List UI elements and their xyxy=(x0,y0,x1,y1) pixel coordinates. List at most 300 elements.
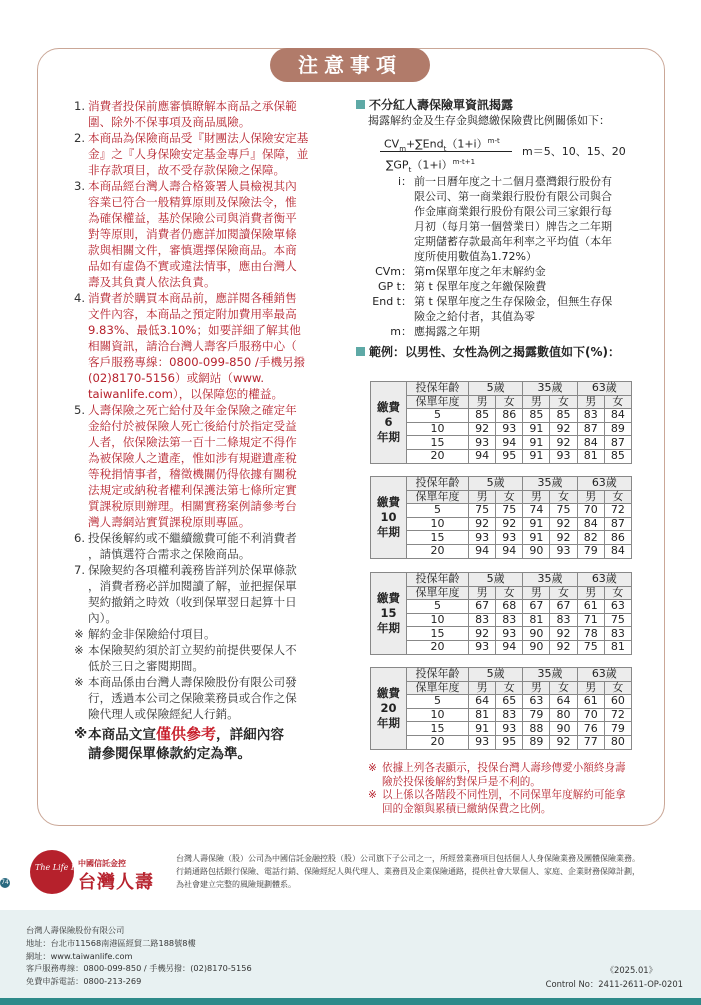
ratio-cell: 90 xyxy=(523,627,550,641)
definition-value xyxy=(414,264,646,279)
definition-line: 作金庫商業銀行股份有限公司三家銀行每 xyxy=(414,205,612,218)
ratio-cell: 83 xyxy=(550,613,577,627)
ratio-cell: 92 xyxy=(550,735,577,749)
ratio-cell: 83 xyxy=(496,613,523,627)
ratio-cell: 72 xyxy=(604,504,631,518)
term-label-line: 繳費 xyxy=(377,685,400,700)
notice-line: 險代理人或保險經紀人行銷。 xyxy=(88,707,239,721)
formula-numerator: $CV_m+\sum End_t(1+i)^{m-t}$ xyxy=(384,137,500,153)
definition-line: 第 t 保單年度之年繳保險費 xyxy=(414,280,547,293)
definitions xyxy=(356,174,646,339)
female-header: 女 xyxy=(604,395,631,409)
term-label-line: 年期 xyxy=(377,524,400,539)
footer-strip xyxy=(0,998,701,1005)
ratio-cell: 80 xyxy=(604,735,631,749)
notice-text xyxy=(88,402,346,530)
table-row xyxy=(371,627,632,641)
male-header: 男 xyxy=(523,586,550,600)
ratio-cell: 92 xyxy=(550,531,577,545)
definition-line: 第 t 保單年度之生存保險金，但無生存保 xyxy=(414,295,613,308)
ratio-cell: 61 xyxy=(577,600,604,614)
disclosure-section xyxy=(356,98,646,360)
ratio-cell: 93 xyxy=(496,422,523,436)
policy-year-cell: 5 xyxy=(407,409,469,423)
ratio-cell: 67 xyxy=(523,600,550,614)
ratio-cell: 75 xyxy=(550,504,577,518)
table-row xyxy=(371,422,632,436)
policy-year-cell: 15 xyxy=(407,627,469,641)
disclosure-heading: 不分紅人壽保險單資訊揭露 xyxy=(356,98,646,113)
ratio-cell: 87 xyxy=(604,517,631,531)
age-column: 5歲 xyxy=(469,477,523,491)
notice-line: 9.83%、最低3.10%；如要詳細了解其他 xyxy=(88,323,301,337)
contact-line: 地址：台北市11568南港區經貿二路188號8樓 xyxy=(26,937,196,948)
policy-year-cell: 15 xyxy=(407,531,469,545)
term-label-line: 繳費 xyxy=(377,494,400,509)
note-text xyxy=(382,762,626,789)
term-label-line: 年期 xyxy=(377,715,400,730)
page-title: 注意事項 xyxy=(270,48,430,82)
table-row xyxy=(371,695,632,709)
male-header: 男 xyxy=(577,490,604,504)
ratio-cell: 81 xyxy=(577,449,604,463)
note-line: 以上係以各階段不同性別，不同保單年度解約可能拿 xyxy=(382,789,626,801)
notice-marker: ※ xyxy=(74,643,84,657)
notice-line: 人者，依保險法第一百十二條規定不得作 xyxy=(88,435,297,449)
notice-marker: 2. xyxy=(74,131,86,145)
policy-year-cell: 5 xyxy=(407,695,469,709)
notice-marker: 7. xyxy=(74,563,86,577)
ratio-cell: 77 xyxy=(577,735,604,749)
ratio-cell: 83 xyxy=(577,409,604,423)
notice-text xyxy=(88,562,346,626)
ratio-cell: 93 xyxy=(550,544,577,558)
ratio-cell: 93 xyxy=(496,531,523,545)
age-column: 63歲 xyxy=(577,668,631,682)
age-column: 35歲 xyxy=(523,573,577,587)
final-line xyxy=(88,725,346,745)
ratio-cell: 89 xyxy=(523,735,550,749)
notice-line: 法規定或納稅者權利保護法第七條所定實 xyxy=(88,483,297,497)
final-marker: ※ xyxy=(74,726,88,742)
definition-key: GP t： xyxy=(378,280,412,293)
ratio-cell: 94 xyxy=(469,449,496,463)
ratio-cell: 63 xyxy=(523,695,550,709)
ratio-cell: 75 xyxy=(496,504,523,518)
age-column: 5歲 xyxy=(469,382,523,396)
notice-marker: ※ xyxy=(74,675,84,689)
ratio-cell: 91 xyxy=(523,531,550,545)
definition xyxy=(356,174,646,264)
ratio-cell: 75 xyxy=(469,504,496,518)
notice-item xyxy=(74,674,346,722)
ratio-cell: 84 xyxy=(604,544,631,558)
square-bullet-icon xyxy=(356,100,365,109)
policy-year-cell: 20 xyxy=(407,449,469,463)
note-marker: ※ xyxy=(368,762,377,774)
female-header: 女 xyxy=(496,395,523,409)
ratio-cell: 92 xyxy=(469,517,496,531)
policy-year-cell: 5 xyxy=(407,504,469,518)
female-header: 女 xyxy=(604,586,631,600)
age-header: 投保年齡 xyxy=(407,477,469,491)
notice-line: 款與相關文件，審慎選擇保險商品。本商 xyxy=(88,243,297,257)
intro-line: 行銷通路包括銀行保險、電話行銷、保險經紀人與代理人、業務員及企業保險通路，提供社會大眾個人、家庭、企業財務保障計劃， xyxy=(176,867,640,876)
male-header: 男 xyxy=(523,490,550,504)
ratio-cell: 63 xyxy=(604,600,631,614)
definition-value xyxy=(414,174,646,264)
definition-line: 定期儲蓄存款最高年利率之平均值（本年 xyxy=(414,235,612,248)
ratio-cell: 80 xyxy=(550,708,577,722)
ratio-cell: 65 xyxy=(496,695,523,709)
notice-marker: 6. xyxy=(74,531,86,545)
notice-marker: 5. xyxy=(74,403,86,417)
table-row xyxy=(371,640,632,654)
notice-line: 消費者投保前應審慎瞭解本商品之承保範 xyxy=(88,99,297,113)
ratio-cell: 64 xyxy=(469,695,496,709)
final-line: 請參閱保單條款約定為準。 xyxy=(88,746,252,762)
age-column: 63歲 xyxy=(577,382,631,396)
ratio-cell: 61 xyxy=(577,695,604,709)
female-header: 女 xyxy=(604,490,631,504)
table-row xyxy=(371,517,632,531)
notice-text xyxy=(88,178,346,290)
ratio-cell: 93 xyxy=(469,436,496,450)
ratio-cell: 67 xyxy=(469,600,496,614)
disclosure-table xyxy=(370,476,632,559)
table-row xyxy=(371,409,632,423)
term-label-line: 年期 xyxy=(377,429,400,444)
ratio-cell: 94 xyxy=(496,640,523,654)
ratio-cell: 75 xyxy=(577,640,604,654)
notice-item xyxy=(74,290,346,402)
female-header: 女 xyxy=(496,490,523,504)
note-line: 險於投保後解約對保戶是不利的。 xyxy=(382,775,541,788)
table-row xyxy=(371,735,632,749)
table-row xyxy=(371,708,632,722)
control-number: Control No：2411-2611-OP-0201 xyxy=(545,979,683,989)
notice-text xyxy=(88,674,346,722)
ratio-cell: 87 xyxy=(604,436,631,450)
male-header: 男 xyxy=(523,395,550,409)
notice-line: 低於三日之審閱期間。 xyxy=(88,659,204,673)
notice-line: 容業已符合一般精算原則及保險法令，惟 xyxy=(88,195,297,209)
notice-line: 質課稅原則辦理。相關實務案例請參考台 xyxy=(88,499,297,513)
example-title: 範例：以男性、女性為例之揭露數值如下(%)： xyxy=(356,345,646,360)
ratio-cell: 94 xyxy=(496,436,523,450)
age-column: 35歲 xyxy=(523,477,577,491)
notice-line: 消費者於購買本商品前，應詳閱各種銷售 xyxy=(88,291,297,305)
year-header: 保單年度 xyxy=(407,395,469,409)
ratio-cell: 93 xyxy=(496,722,523,736)
definition xyxy=(356,294,646,324)
notice-line: 金』之『人身保險安定基金專戶』保障，並 xyxy=(88,147,309,161)
policy-year-cell: 20 xyxy=(407,640,469,654)
age-header: 投保年齡 xyxy=(407,668,469,682)
notice-marker: ※ xyxy=(74,627,84,641)
company-intro xyxy=(176,852,676,891)
notice-line: 人壽保險之死亡給付及年金保險之確定年 xyxy=(88,403,297,417)
ratio-cell: 84 xyxy=(577,517,604,531)
age-header: 投保年齡 xyxy=(407,573,469,587)
ratio-cell: 64 xyxy=(550,695,577,709)
age-header: 投保年齡 xyxy=(407,382,469,396)
notice-line: 本保險契約須於訂立契約前提供要保人不 xyxy=(88,643,297,657)
definition-line: 限公司、第一商業銀行股份有限公司與合 xyxy=(414,190,612,203)
ratio-cell: 95 xyxy=(496,735,523,749)
ratio-cell: 94 xyxy=(496,544,523,558)
ratio-cell: 81 xyxy=(469,708,496,722)
female-header: 女 xyxy=(550,681,577,695)
ratio-cell: 93 xyxy=(469,531,496,545)
notice-text xyxy=(88,642,346,674)
notice-line: 等稅捐情事者，稽徵機關仍得依據有關稅 xyxy=(88,467,297,481)
term-label-line: 20 xyxy=(380,700,397,715)
ratio-cell: 70 xyxy=(577,708,604,722)
female-header: 女 xyxy=(604,681,631,695)
term-label-line: 6 xyxy=(384,414,393,429)
ratio-cell: 91 xyxy=(469,722,496,736)
contact-line: 網址：www.taiwanlife.com xyxy=(26,950,133,961)
ratio-cell: 92 xyxy=(550,627,577,641)
policy-year-cell: 10 xyxy=(407,422,469,436)
ratio-cell: 93 xyxy=(550,449,577,463)
definition-line: 應揭露之年期 xyxy=(414,325,480,338)
ratio-cell: 68 xyxy=(496,600,523,614)
ratio-cell: 92 xyxy=(550,640,577,654)
ratio-cell: 78 xyxy=(577,627,604,641)
notice-item xyxy=(74,530,346,562)
notice-item xyxy=(74,626,346,642)
notice-item xyxy=(74,178,346,290)
age-column: 63歲 xyxy=(577,477,631,491)
term-label xyxy=(371,573,407,655)
ratio-cell: 91 xyxy=(523,449,550,463)
ratio-cell: 85 xyxy=(550,409,577,423)
notice-item xyxy=(74,642,346,674)
notice-line: 客戶服務專線：0800-099-850 /手機另撥 xyxy=(88,355,306,369)
table-row xyxy=(371,449,632,463)
disclosure-table xyxy=(370,667,632,750)
table-row xyxy=(371,504,632,518)
definition-line: 月初（每月第一個營業日）牌告之二年期 xyxy=(414,220,612,233)
intro-line: 台灣人壽保險（股）公司為中國信託金融控股（股）公司旗下子公司之一，所經營業務項目包括個人人身保險業務及團體保險業務。 xyxy=(176,854,640,863)
family-logo-icon: The Life Family xyxy=(30,850,74,894)
notice-line: 文件內容，本商品之預定附加費用率最高 xyxy=(88,307,297,321)
ratio-cell: 92 xyxy=(496,517,523,531)
notice-marker: 1. xyxy=(74,99,86,113)
male-header: 男 xyxy=(469,395,496,409)
age-column: 5歲 xyxy=(469,668,523,682)
ratio-cell: 90 xyxy=(523,544,550,558)
notice-item xyxy=(74,402,346,530)
notice-line: 品如有虛偽不實或違法情事，應由台灣人 xyxy=(88,259,297,273)
policy-year-cell: 10 xyxy=(407,613,469,627)
policy-year-cell: 20 xyxy=(407,544,469,558)
ratio-cell: 79 xyxy=(604,722,631,736)
definition xyxy=(356,264,646,279)
definition-key: i： xyxy=(397,175,412,188)
female-header: 女 xyxy=(496,681,523,695)
policy-year-cell: 20 xyxy=(407,735,469,749)
notice-text xyxy=(88,290,346,402)
ratio-cell: 79 xyxy=(577,544,604,558)
ratio-cell: 92 xyxy=(469,627,496,641)
ratio-cell: 86 xyxy=(604,531,631,545)
policy-year-cell: 5 xyxy=(407,600,469,614)
age-column: 35歲 xyxy=(523,668,577,682)
table-row xyxy=(371,436,632,450)
table-note xyxy=(368,789,658,816)
female-header: 女 xyxy=(550,395,577,409)
ratio-cell: 89 xyxy=(604,422,631,436)
year-header: 保單年度 xyxy=(407,681,469,695)
table-row xyxy=(371,600,632,614)
notice-line: 契約撤銷之時效（收到保單翌日起算十日 xyxy=(88,595,297,609)
definition-key: m： xyxy=(390,325,412,338)
ratio-cell: 88 xyxy=(523,722,550,736)
notice-line: 金給付於被保險人死亡後給付於指定受益 xyxy=(88,419,297,433)
final-highlight: 僅供參考 xyxy=(155,725,216,743)
notice-text xyxy=(88,626,346,642)
ratio-cell: 87 xyxy=(577,422,604,436)
disclosure-intro: 揭露解約金及生存金與總繳保險費比例關係如下： xyxy=(368,114,610,127)
ratio-cell: 92 xyxy=(550,517,577,531)
ratio-cell: 60 xyxy=(604,695,631,709)
notice-line: 解約金非保險給付項目。 xyxy=(88,627,216,641)
notice-line: 本商品係由台灣人壽保險股份有限公司發 xyxy=(88,675,297,689)
notice-line: taiwanlife.com），以保障您的權益。 xyxy=(88,387,284,401)
female-header: 女 xyxy=(550,586,577,600)
ratio-cell: 71 xyxy=(577,613,604,627)
term-label xyxy=(371,382,407,464)
table-note xyxy=(368,762,658,789)
male-header: 男 xyxy=(469,681,496,695)
ratio-cell: 82 xyxy=(577,531,604,545)
term-label-line: 10 xyxy=(380,509,397,524)
notice-line: 保險契約各項權利義務皆詳列於保單條款 xyxy=(88,563,297,577)
definition-line: 第m保單年度之年末解約金 xyxy=(414,265,546,278)
page-badge: 74 xyxy=(1,879,9,886)
female-header: 女 xyxy=(550,490,577,504)
contact-line: 客戶服務專線：0800-099-850 / 手機另撥：(02)8170-5156 xyxy=(26,963,252,974)
ratio-cell: 91 xyxy=(523,422,550,436)
notice-line: 投保後解約或不繼續繳費可能不利消費者 xyxy=(88,531,297,545)
notice-line: 行，透過本公司之保險業務員或合作之保 xyxy=(88,691,297,705)
notice-text xyxy=(88,98,346,130)
definition-value xyxy=(414,279,646,294)
formula-range: m＝5、10、15、20 xyxy=(522,145,626,158)
final-note-text xyxy=(88,725,346,764)
ratio-cell: 72 xyxy=(604,708,631,722)
table-row xyxy=(371,722,632,736)
note-text xyxy=(382,789,626,816)
policy-year-cell: 15 xyxy=(407,722,469,736)
definition xyxy=(356,324,646,339)
male-header: 男 xyxy=(577,395,604,409)
policy-year-cell: 10 xyxy=(407,708,469,722)
ratio-cell: 83 xyxy=(604,627,631,641)
notice-text xyxy=(88,530,346,562)
definition-value xyxy=(414,324,646,339)
table-notes xyxy=(368,762,658,816)
ratio-cell: 90 xyxy=(550,722,577,736)
notice-marker: 3. xyxy=(74,179,86,193)
disclosure-table xyxy=(370,572,632,655)
ratio-cell: 67 xyxy=(550,600,577,614)
notice-line: 灣人壽網站實質課稅原則專區。 xyxy=(88,515,251,529)
notice-line: 本商品經台灣人壽合格簽署人員檢視其內 xyxy=(88,179,297,193)
notice-line: ，消費者務必詳加閱讀了解，並把握保單 xyxy=(88,579,297,593)
year-header: 保單年度 xyxy=(407,490,469,504)
notice-line: 為被保險人之遺產，惟如涉有規避遺產稅 xyxy=(88,451,297,465)
formula-denominator: $\sum GP_t(1+i)^{m-t+1}$ xyxy=(386,158,476,174)
note-marker: ※ xyxy=(368,789,377,801)
term-label-line: 繳費 xyxy=(377,399,400,414)
ratio-cell: 85 xyxy=(523,409,550,423)
year-header: 保單年度 xyxy=(407,586,469,600)
table-row xyxy=(371,613,632,627)
policy-year-cell: 15 xyxy=(407,436,469,450)
ratio-cell: 70 xyxy=(577,504,604,518)
ratio-cell: 86 xyxy=(496,409,523,423)
notice-line: 為確保權益，基於保險公司與消費者衡平 xyxy=(88,211,297,225)
term-label-line: 年期 xyxy=(377,620,400,635)
policy-year-cell: 10 xyxy=(407,517,469,531)
notice-line: 壽及其負責人依法負責。 xyxy=(88,275,216,289)
notice-line: ，請慎選符合需求之保險商品。 xyxy=(88,547,251,561)
ratio-cell: 85 xyxy=(604,449,631,463)
brand-name: 台灣人壽 xyxy=(78,872,154,893)
definition-line: 度所使用數值為1.72%） xyxy=(414,250,537,263)
notice-line: 對等原則，消費者仍應詳加閱讀保險單條 xyxy=(88,227,297,241)
ratio-cell: 92 xyxy=(550,422,577,436)
contact-line: 台灣人壽保險股份有限公司 xyxy=(26,925,125,935)
ratio-cell: 91 xyxy=(523,436,550,450)
ratio-cell: 95 xyxy=(496,449,523,463)
ratio-cell: 91 xyxy=(523,517,550,531)
age-column: 63歲 xyxy=(577,573,631,587)
notice-item xyxy=(74,130,346,178)
notice-list xyxy=(74,98,346,764)
company-contact xyxy=(26,924,252,988)
age-column: 35歲 xyxy=(523,382,577,396)
ratio-cell: 74 xyxy=(523,504,550,518)
ratio-cell: 76 xyxy=(577,722,604,736)
fraction-bar xyxy=(380,151,512,152)
ratio-cell: 83 xyxy=(496,708,523,722)
ratio-cell: 92 xyxy=(469,422,496,436)
disclosure-table xyxy=(370,381,632,464)
ratio-cell: 81 xyxy=(523,613,550,627)
definition xyxy=(356,279,646,294)
ratio-cell: 93 xyxy=(469,735,496,749)
notice-line: 內）。 xyxy=(88,611,117,625)
notice-marker: 4. xyxy=(74,291,86,305)
ratio-cell: 81 xyxy=(604,640,631,654)
term-label-line: 15 xyxy=(380,605,397,620)
notice-line: 本商品為保險商品受『財團法人保險安定基 xyxy=(88,131,309,145)
definition-line: 前一日曆年度之十二個月臺灣銀行股份有 xyxy=(414,175,612,188)
brand-sub: 中國信託金控 xyxy=(78,859,126,868)
definition-line: 險金之給付者，其值為零 xyxy=(414,310,535,323)
notice-line: 圍、除外不保事項及商品風險。 xyxy=(88,115,251,129)
term-label xyxy=(371,477,407,559)
ratio-cell: 84 xyxy=(577,436,604,450)
intro-line: 為社會建立完整的風險規劃體系。 xyxy=(176,880,296,889)
notice-line: 相關資訊，請洽台灣人壽客戶服務中心（ xyxy=(88,339,297,353)
definition-key: End t： xyxy=(372,295,412,308)
